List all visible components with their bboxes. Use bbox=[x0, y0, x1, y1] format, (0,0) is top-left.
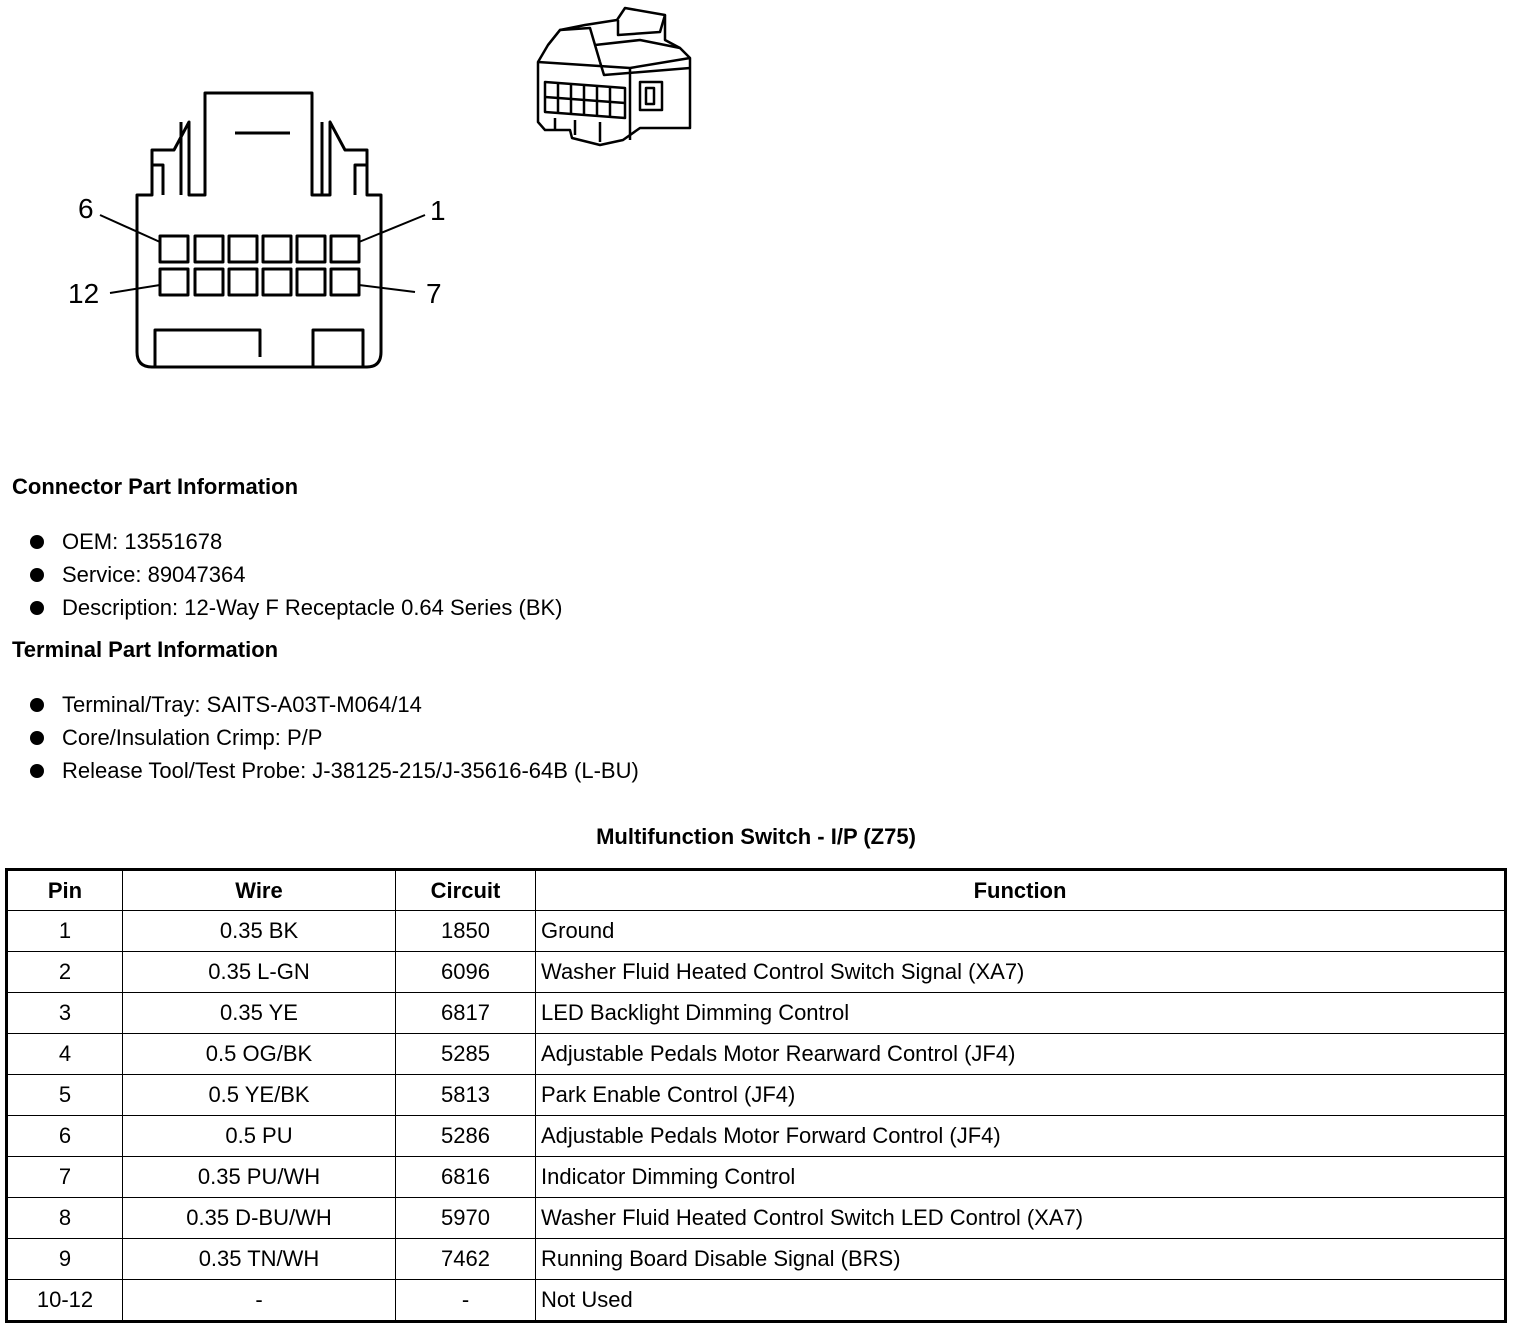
cell-circuit: - bbox=[396, 1280, 536, 1322]
pin-table bbox=[5, 868, 1507, 1323]
table-row bbox=[7, 1075, 1506, 1116]
list-item: OEM: 13551678 bbox=[30, 525, 563, 558]
cell-function: Washer Fluid Heated Control Switch Signal (XA7) bbox=[536, 952, 1506, 993]
header-function: Function bbox=[536, 870, 1506, 911]
cell-circuit: 6816 bbox=[396, 1157, 536, 1198]
cell-pin: 4 bbox=[7, 1034, 123, 1075]
cell-circuit: 6096 bbox=[396, 952, 536, 993]
table-row bbox=[7, 993, 1506, 1034]
cell-pin: 10-12 bbox=[7, 1280, 123, 1322]
cell-wire: 0.35 L-GN bbox=[123, 952, 396, 993]
connector-keyway-left bbox=[155, 330, 260, 367]
bullet-icon bbox=[30, 764, 44, 778]
cavity-row-top bbox=[160, 236, 359, 262]
cell-pin: 5 bbox=[7, 1075, 123, 1116]
connector-keyway-right bbox=[313, 330, 363, 367]
table-row bbox=[7, 952, 1506, 993]
header-wire: Wire bbox=[123, 870, 396, 911]
cell-wire: - bbox=[123, 1280, 396, 1322]
connector-part-info-heading: Connector Part Information bbox=[12, 474, 299, 499]
bullet-icon bbox=[30, 698, 44, 712]
pin-label-6: 6 bbox=[78, 193, 94, 224]
pin-label-7: 7 bbox=[426, 278, 442, 309]
cell-wire: 0.5 YE/BK bbox=[123, 1075, 396, 1116]
cell-function: Not Used bbox=[536, 1280, 1506, 1322]
cell-pin: 6 bbox=[7, 1116, 123, 1157]
table-row bbox=[7, 911, 1506, 952]
bullet-icon bbox=[30, 731, 44, 745]
terminal-part-info-heading: Terminal Part Information bbox=[12, 637, 279, 662]
cell-wire: 0.5 PU bbox=[123, 1116, 396, 1157]
list-item: Service: 89047364 bbox=[30, 558, 563, 591]
cell-function: LED Backlight Dimming Control bbox=[536, 993, 1506, 1034]
list-item: Terminal/Tray: SAITS-A03T-M064/14 bbox=[30, 688, 639, 721]
cell-wire: 0.35 TN/WH bbox=[123, 1239, 396, 1280]
bullet-icon bbox=[30, 568, 44, 582]
cell-circuit: 5285 bbox=[396, 1034, 536, 1075]
leader-line-1 bbox=[359, 215, 425, 242]
leader-line-12 bbox=[110, 285, 160, 293]
table-row bbox=[7, 1034, 1506, 1075]
cell-wire: 0.5 OG/BK bbox=[123, 1034, 396, 1075]
cell-pin: 8 bbox=[7, 1198, 123, 1239]
pin-table-title: Multifunction Switch - I/P (Z75) bbox=[596, 824, 916, 849]
cell-function: Indicator Dimming Control bbox=[536, 1157, 1506, 1198]
cell-circuit: 6817 bbox=[396, 993, 536, 1034]
cell-circuit: 5813 bbox=[396, 1075, 536, 1116]
list-item: Description: 12-Way F Receptacle 0.64 Series (BK) bbox=[30, 591, 563, 624]
table-row bbox=[7, 1157, 1506, 1198]
list-item: Release Tool/Test Probe: J-38125-215/J-35616-64B (L-BU) bbox=[30, 754, 639, 787]
list-item: Core/Insulation Crimp: P/P bbox=[30, 721, 639, 754]
cell-pin: 7 bbox=[7, 1157, 123, 1198]
cell-pin: 9 bbox=[7, 1239, 123, 1280]
bullet-icon bbox=[30, 535, 44, 549]
cell-circuit: 5286 bbox=[396, 1116, 536, 1157]
table-row bbox=[7, 1280, 1506, 1322]
cell-wire: 0.35 D-BU/WH bbox=[123, 1198, 396, 1239]
leader-line-7 bbox=[359, 285, 415, 292]
header-pin: Pin bbox=[7, 870, 123, 911]
cell-circuit: 5970 bbox=[396, 1198, 536, 1239]
table-header-row bbox=[7, 870, 1506, 911]
cell-wire: 0.35 BK bbox=[123, 911, 396, 952]
cell-function: Washer Fluid Heated Control Switch LED Control (XA7) bbox=[536, 1198, 1506, 1239]
cell-function: Running Board Disable Signal (BRS) bbox=[536, 1239, 1506, 1280]
table-row bbox=[7, 1198, 1506, 1239]
cell-circuit: 7462 bbox=[396, 1239, 536, 1280]
table-row bbox=[7, 1239, 1506, 1280]
terminal-part-info-list bbox=[30, 688, 639, 787]
leader-line-6 bbox=[100, 215, 160, 242]
connector-isometric-illustration bbox=[538, 8, 690, 145]
cell-pin: 2 bbox=[7, 952, 123, 993]
cell-wire: 0.35 PU/WH bbox=[123, 1157, 396, 1198]
cell-function: Adjustable Pedals Motor Forward Control (JF4) bbox=[536, 1116, 1506, 1157]
cavity-row-bottom bbox=[160, 269, 359, 295]
connector-diagram bbox=[0, 0, 1520, 470]
cell-function: Adjustable Pedals Motor Rearward Control (JF4) bbox=[536, 1034, 1506, 1075]
header-circuit: Circuit bbox=[396, 870, 536, 911]
cell-wire: 0.35 YE bbox=[123, 993, 396, 1034]
cell-circuit: 1850 bbox=[396, 911, 536, 952]
bullet-icon bbox=[30, 601, 44, 615]
pin-label-12: 12 bbox=[68, 278, 100, 309]
connector-part-info-list bbox=[30, 525, 563, 624]
cell-function: Park Enable Control (JF4) bbox=[536, 1075, 1506, 1116]
cell-pin: 3 bbox=[7, 993, 123, 1034]
table-row bbox=[7, 1116, 1506, 1157]
cell-pin: 1 bbox=[7, 911, 123, 952]
pin-label-1: 1 bbox=[430, 195, 446, 226]
cell-function: Ground bbox=[536, 911, 1506, 952]
